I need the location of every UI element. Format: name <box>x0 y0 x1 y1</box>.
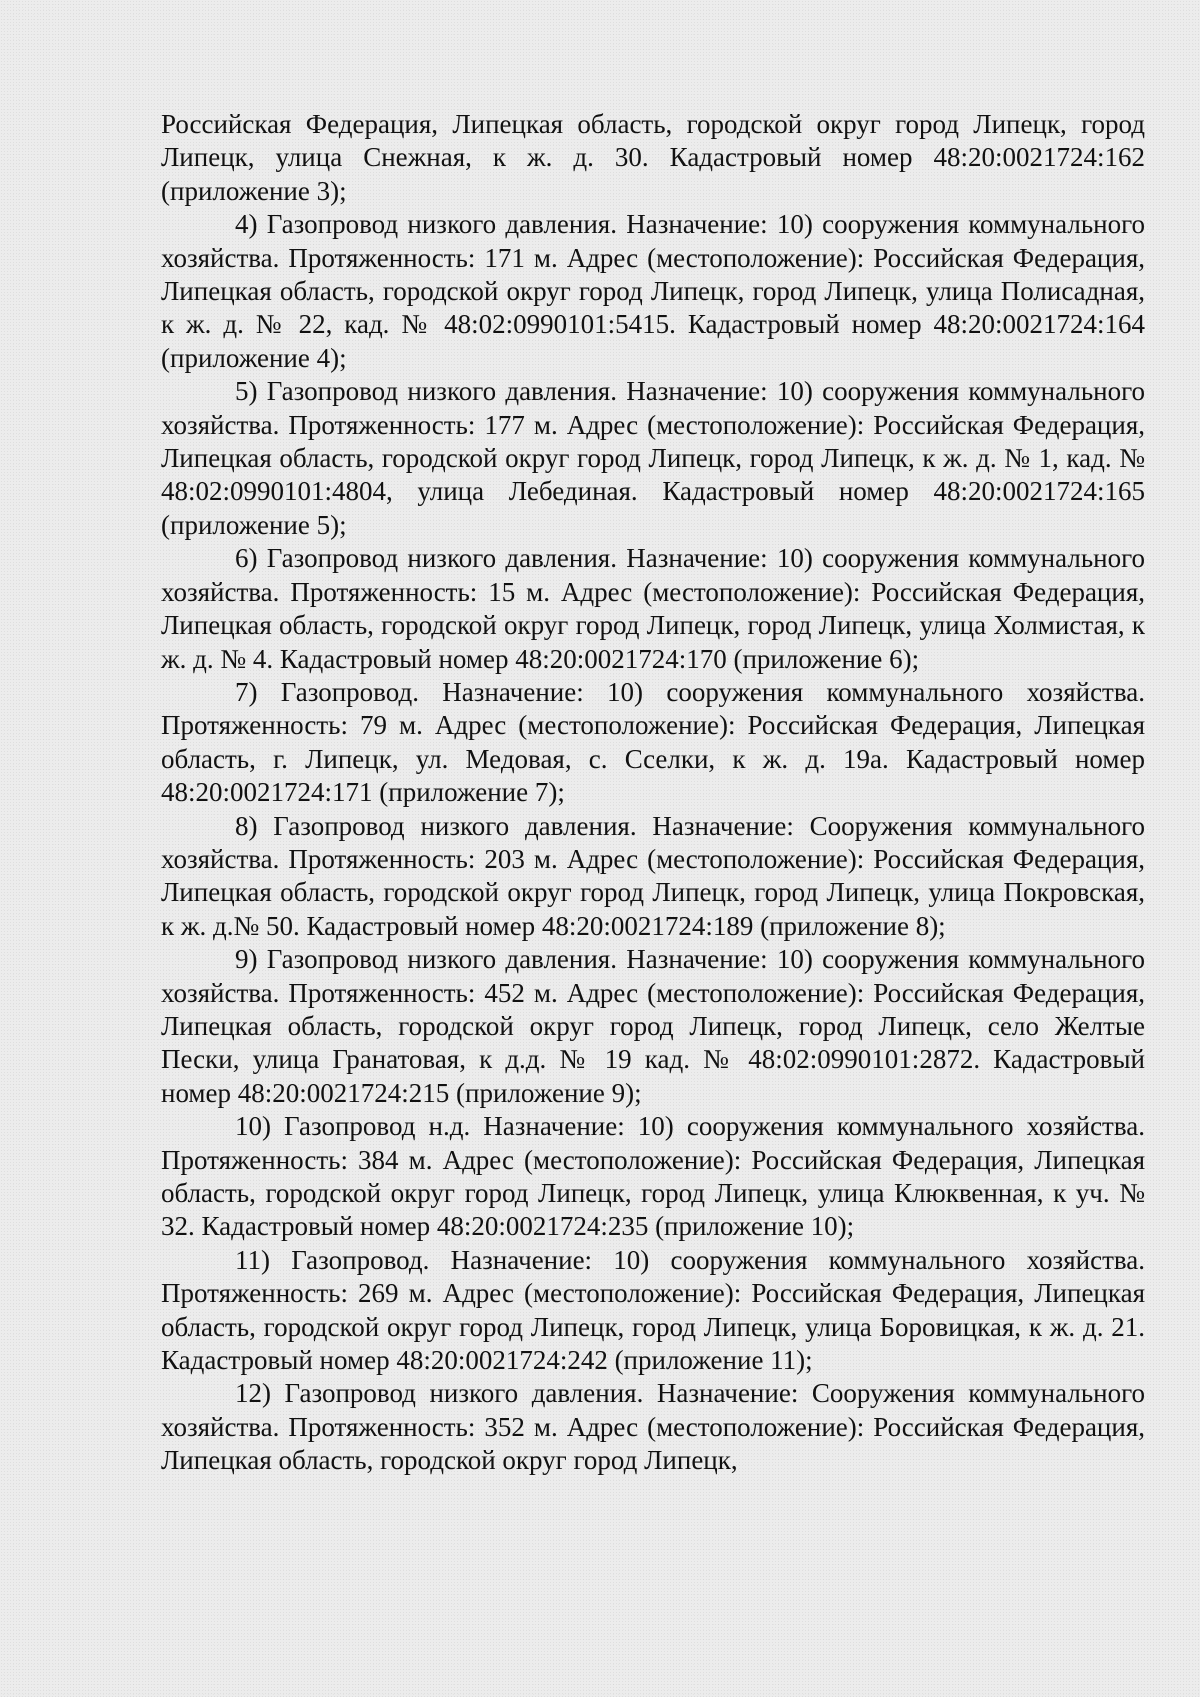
paragraph-continuation: Российская Федерация, Липецкая область, городской округ город Липецк, город Липецк, улица Снежная, к ж. д. 30. Кадастровый номер 48:20:0021724:162 (приложение 3); <box>161 109 1145 206</box>
paragraph-item-4: 4) Газопровод низкого давления. Назначение: 10) сооружения коммунального хозяйства. Протяженность: 171 м. Адрес (местоположение): Российская Федерация, Липецкая область, городской округ город Липецк, город Липецк, улица Полисадная, к ж. д. № 22, кад. № 48:02:0990101:5415. Кадастровый номер 48:20:0021724:164 (приложение 4); <box>161 209 1145 373</box>
paragraph-item-8: 8) Газопровод низкого давления. Назначение: Сооружения коммунального хозяйства. Протяженность: 203 м. Адрес (местоположение): Российская Федерация, Липецкая область, городской округ город Липецк, город Липецк, улица Покровская, к ж. д.№ 50. Кадастровый номер 48:20:0021724:189 (приложение 8); <box>161 810 1145 941</box>
paragraph-item-6: 6) Газопровод низкого давления. Назначение: 10) сооружения коммунального хозяйства. Протяженность: 15 м. Адрес (местоположение): Российская Федерация, Липецкая область, городской округ город Липецк, город Липецк, улица Холмистая, к ж. д. № 4. Кадастровый номер 48:20:0021724:170 (приложение 6); <box>161 543 1145 674</box>
paragraph-item-10: 10) Газопровод н.д. Назначение: 10) сооружения коммунального хозяйства. Протяженность: 384 м. Адрес (местоположение): Российская Федерация, Липецкая область, городской округ город Липецк, город Липецк, улица Клюквенная, к уч. № 32. Кадастровый номер 48:20:0021724:235 (приложение 10); <box>161 1111 1145 1242</box>
paragraph-item-12: 12) Газопровод низкого давления. Назначение: Сооружения коммунального хозяйства. Протяженность: 352 м. Адрес (местоположение): Российская Федерация, Липецкая область, городской округ город Липецк, <box>161 1378 1145 1476</box>
paragraph-item-7: 7) Газопровод. Назначение: 10) сооружения коммунального хозяйства. Протяженность: 79 м. Адрес (местоположение): Российская Федерация, Липецкая область, г. Липецк, ул. Медовая, с. Сселки, к ж. д. 19а. Кадастровый номер 48:20:0021724:171 (приложение 7); <box>161 676 1145 808</box>
paragraph-item-11: 11) Газопровод. Назначение: 10) сооружения коммунального хозяйства. Протяженность: 269 м. Адрес (местоположение): Российская Федерация, Липецкая область, городской округ город Липецк, город Липецк, улица Боровицкая, к ж. д. 21. Кадастровый номер 48:20:0021724:242 (приложение 11); <box>161 1244 1145 1376</box>
document-body <box>161 108 1145 1478</box>
paragraph-item-9: 9) Газопровод низкого давления. Назначение: 10) сооружения коммунального хозяйства. Протяженность: 452 м. Адрес (местоположение): Российская Федерация, Липецкая область, городской округ город Липецк, город Липецк, село Желтые Пески, улица Гранатовая, к д.д. № 19 кад. № 48:02:0990101:2872. Кадастровый номер 48:20:0021724:215 (приложение 9); <box>161 944 1145 1108</box>
paragraph-item-5: 5) Газопровод низкого давления. Назначение: 10) сооружения коммунального хозяйства. Протяженность: 177 м. Адрес (местоположение): Российская Федерация, Липецкая область, городской округ город Липецк, город Липецк, к ж. д. № 1, кад. № 48:02:0990101:4804, улица Лебединая. Кадастровый номер 48:20:0021724:165 (приложение 5); <box>161 376 1145 540</box>
